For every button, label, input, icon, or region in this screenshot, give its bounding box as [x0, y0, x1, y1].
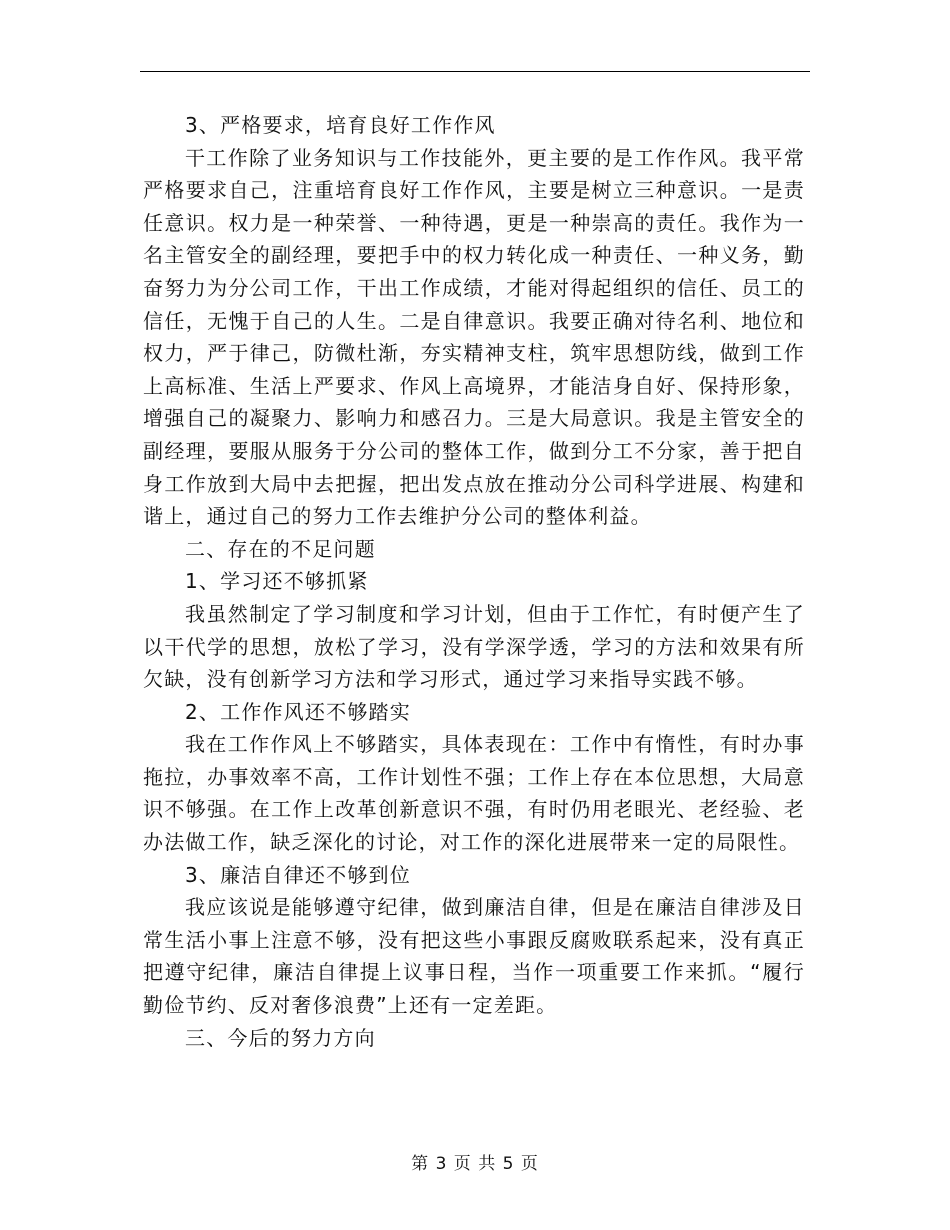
paragraph-integrity: 我应该说是能够遵守纪律，做到廉洁自律，但是在廉洁自律涉及日常生活小事上注意不够，没有把这些小事跟反腐败联系起来，没有真正把遵守纪律，廉洁自律提上议事日程，当作一项重要工作来抓。“履行勤俭节约、反对奢侈浪费”上还有一定差距。 — [143, 895, 805, 1018]
subheading-work-attitude: 2、工作作风还不够踏实 — [185, 699, 411, 724]
page-footer — [0, 1149, 950, 1174]
subheading-integrity: 3、廉洁自律还不够到位 — [185, 862, 411, 887]
header-rule — [140, 71, 810, 72]
section-heading-future-direction: 三、今后的努力方向 — [185, 1025, 376, 1050]
subheading-study: 1、学习还不够抓紧 — [185, 569, 369, 594]
paragraph-work-attitude: 我在工作作风上不够踏实，具体表现在：工作中有惰性，有时办事拖拉，办事效率不高，工作计划性不强；工作上存在本位思想，大局意识不够强。在工作上改革创新意识不强，有时仍用老眼光、老经验、老办法做工作，缺乏深化的讨论，对工作的深化进展带来一定的局限性。 — [143, 732, 805, 855]
document-body — [143, 109, 805, 1054]
paragraph-work-style: 干工作除了业务知识与工作技能外，更主要的是工作作风。我平常严格要求自己，注重培育良好工作作风，主要是树立三种意识。一是责任意识。权力是一种荣誉、一种待遇，更是一种崇高的责任。我作为一名主管安全的副经理，要把手中的权力转化成一种责任、一种义务，勤奋努力为分公司工作，干出工作成绩，才能对得起组织的信任、员工的信任，无愧于自己的人生。二是自律意识。我要正确对待名利、地位和权力，严于律己，防微杜渐，夯实精神支柱，筑牢思想防线，做到工作上高标准、生活上严要求、作风上高境界，才能洁身自好、保持形象，增强自己的凝聚力、影响力和感召力。三是大局意识。我是主管安全的副经理，要服从服务于分公司的整体工作，做到分工不分家，善于把自身工作放到大局中去把握，把出发点放在推动分公司科学进展、构建和谐上，通过自己的努力工作去维护分公司的整体利益。 — [143, 145, 805, 529]
section-heading-shortcomings: 二、存在的不足问题 — [185, 536, 376, 561]
section-heading-work-style: 3、严格要求，培育良好工作作风 — [185, 113, 496, 137]
page-number: 第 3 页 共 5 页 — [411, 1154, 539, 1174]
paragraph-study: 我虽然制定了学习制度和学习计划，但由于工作忙，有时便产生了以干代学的思想，放松了学习，没有学深学透，学习的方法和效果有所欠缺，没有创新学习方法和学习形式，通过学习来指导实践不够。 — [143, 601, 805, 692]
